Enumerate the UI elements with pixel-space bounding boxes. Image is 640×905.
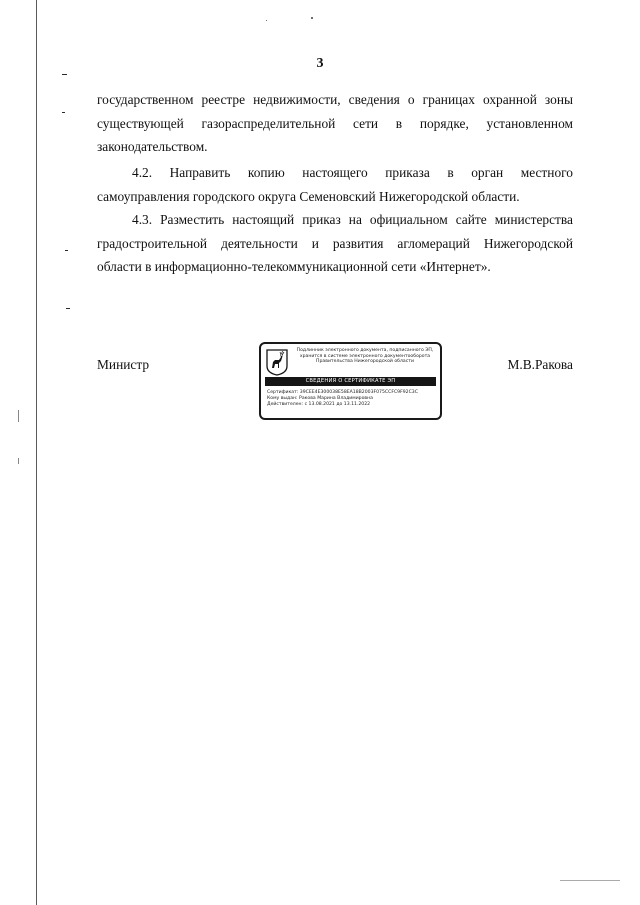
stamp-caption-line: Правительства Нижегородской области: [316, 359, 414, 365]
text-line: области в информационно-телекоммуникационной сети «Интернет».: [97, 259, 491, 274]
text-line: государственном реестре недвижимости, сведения о границах охранной зоны: [97, 92, 573, 107]
scan-mark: [62, 74, 67, 75]
certificate-validity: Действителен: с 13.08.2021 до 13.11.2022: [267, 401, 371, 407]
scan-speck: [311, 17, 313, 19]
electronic-signature-stamp: [259, 342, 442, 420]
text-line: законодательством.: [97, 139, 208, 154]
scan-speck: [266, 20, 267, 21]
page-number: 3: [316, 56, 324, 71]
stamp-caption: [291, 348, 439, 365]
deer-emblem-icon: [266, 349, 288, 376]
signatory-position: Министр: [97, 357, 150, 372]
stamp-header: СВЕДЕНИЯ О СЕРТИФИКАТЕ ЭП: [265, 377, 436, 386]
scan-mark: [62, 112, 65, 113]
signatory-name: М.В.Ракова: [507, 357, 573, 372]
scan-mark: [18, 410, 19, 422]
text-line: существующей газораспределительной сети в порядке, установленном: [97, 115, 573, 131]
text-line: 4.2. Направить копию настоящего приказа в орган местного: [132, 165, 573, 180]
stamp-caption-line: хранится в системе электронного документооборота: [299, 353, 431, 359]
paragraph-4-3: [97, 208, 573, 279]
paragraph-4-2: [97, 161, 573, 208]
text-line: градостроительной деятельности и развития агломераций Нижегородской: [97, 235, 573, 251]
scan-mark: [65, 250, 68, 251]
certificate-number: Сертификат: 39CEE4E300038E58EA18B2003F075CCFC9F92C3C: [267, 390, 418, 395]
text-line: самоуправления городского округа Семеновский Нижегородской области.: [97, 188, 520, 204]
scan-mark: [66, 308, 70, 309]
scan-mark: [560, 880, 620, 881]
stamp-caption-line: Подлинник электронного документа, подписанного ЭП,: [296, 348, 434, 353]
paragraph-4-1-continuation: [97, 88, 573, 159]
text-line: 4.3. Разместить настоящий приказ на официальном сайте министерства: [132, 212, 573, 227]
stamp-details: [267, 390, 439, 407]
scan-edge-line: [36, 0, 37, 905]
certificate-owner: Кому выдан: Ракова Марина Владимировна: [267, 395, 373, 401]
scan-mark: [18, 458, 19, 464]
